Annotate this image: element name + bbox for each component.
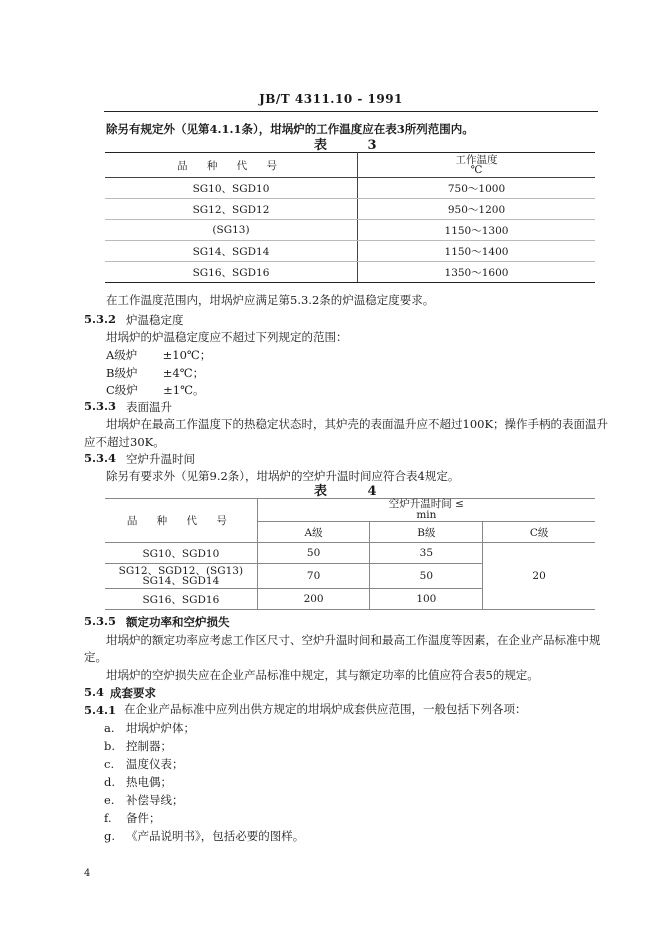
table4-subheader-c: C级	[483, 522, 595, 543]
list-item	[106, 347, 211, 363]
section-5-3-3-line1: 坩埚炉在最高工作温度下的热稳定状态时，其炉壳的表面温升应不超过100K；操作手柄的表面温升	[106, 417, 609, 431]
section-5-3-2-title: 炉温稳定度	[126, 313, 184, 327]
table4-cell-code-line1: SG12、SGD12、(SG13)	[118, 565, 244, 577]
table-row	[105, 199, 595, 220]
section-5-3-5-number: 5.3.5	[84, 614, 117, 628]
list-item	[106, 365, 204, 381]
table3-cell-temp: 750～1000	[358, 178, 596, 199]
section-5-3-4-title: 空炉升温时间	[126, 452, 195, 466]
list-item-label: f.	[104, 811, 112, 825]
grade-label: C级炉	[106, 383, 138, 397]
table-row	[105, 220, 595, 241]
list-item	[104, 828, 304, 844]
section-5-4-1-text: 在企业产品标准中应列出供方规定的坩埚炉成套供应范围，一般包括下列各项：	[124, 702, 527, 716]
table3-cell-code: SG10、SGD10	[105, 178, 358, 199]
after-table3-paragraph: 在工作温度范围内，坩埚炉应满足第5.3.2条的炉温稳定度要求。	[106, 293, 435, 307]
grade-value: ±4℃；	[162, 366, 205, 380]
table4-subheader-b: B级	[370, 522, 483, 543]
table4-cell-a: 70	[257, 564, 370, 589]
table-row	[105, 241, 595, 262]
table4-cell-b: 100	[370, 589, 483, 610]
table4-subheader-a: A级	[257, 522, 370, 543]
table4-cell-b: 50	[370, 564, 483, 589]
table-row	[105, 178, 595, 199]
list-item-text: 《产品说明书》，包括必要的图样。	[126, 829, 305, 843]
table-4	[105, 498, 595, 610]
list-item-label: a.	[104, 721, 115, 735]
section-5-3-3-title: 表面温升	[126, 400, 172, 414]
list-item-text: 补偿导线；	[126, 793, 184, 807]
grade-label: A级炉	[106, 348, 138, 362]
table3-cell-code: (SG13)	[105, 220, 358, 241]
list-item	[104, 774, 172, 790]
section-5-4-number: 5.4	[84, 685, 105, 699]
section-5-3-5-line3: 坩埚炉的空炉损失应在企业产品标准中规定，其与额定功率的比值应符合表5的规定。	[106, 668, 539, 682]
table3-header-code: 品 种 代 号	[105, 153, 358, 178]
list-item	[104, 756, 184, 772]
table3-cell-code: SG14、SGD14	[105, 241, 358, 262]
table4-cell-code-line2: SG14、SGD14	[142, 575, 220, 587]
list-item-text: 热电偶；	[126, 775, 172, 789]
table3-cell-code: SG16、SGD16	[105, 262, 358, 283]
section-5-3-5-title: 额定功率和空炉损失	[126, 615, 230, 629]
list-item-label: g.	[104, 829, 116, 843]
table4-cell-code: SG16、SGD16	[105, 589, 257, 610]
list-item-label: d.	[104, 775, 116, 789]
table4-header-group	[257, 499, 595, 522]
list-item	[104, 792, 184, 808]
table4-cell-code	[105, 564, 257, 589]
list-item-text: 控制器；	[126, 739, 172, 753]
section-5-4-1-number: 5.4.1	[84, 703, 117, 717]
grade-label: B级炉	[106, 366, 138, 380]
table3-cell-code: SG12、SGD12	[105, 199, 358, 220]
list-item-label: c.	[104, 757, 115, 771]
table3-cell-temp: 1150～1400	[358, 241, 596, 262]
grade-value: ±10℃；	[162, 348, 212, 362]
table4-cell-b: 35	[370, 543, 483, 564]
table-3	[105, 152, 595, 283]
table4-header-group-unit: min	[416, 509, 437, 521]
table4-cell-code: SG10、SGD10	[105, 543, 257, 564]
table3-header-temp	[358, 153, 596, 178]
grade-value: ±1℃。	[163, 383, 205, 397]
table3-cell-temp: 950～1200	[358, 199, 596, 220]
table4-header-code: 品 种 代 号	[105, 499, 257, 543]
section-5-3-3-line2: 应不超过30K。	[84, 435, 165, 449]
document-header-code: JB/T 4311.10 - 1991	[259, 92, 403, 106]
table3-header-temp-label: 工作温度	[455, 154, 498, 166]
table4-header-group-label: 空炉升温时间 ≤	[388, 498, 464, 510]
list-item-text: 温度仪表；	[126, 757, 184, 771]
table3-header-temp-unit: ℃	[470, 164, 483, 176]
section-5-3-5-line2: 定。	[84, 650, 107, 664]
intro-paragraph: 除另有规定外（见第4.1.1条），坩埚炉的工作温度应在表3所列范围内。	[106, 122, 474, 136]
section-5-3-4-number: 5.3.4	[84, 451, 117, 465]
section-5-3-5-line1: 坩埚炉的额定功率应考虑工作区尺寸、空炉升温时间和最高工作温度等因素，在企业产品标准中规	[106, 633, 601, 647]
table3-cell-temp: 1150～1300	[358, 220, 596, 241]
table3-cell-temp: 1350～1600	[358, 262, 596, 283]
section-5-3-3-number: 5.3.3	[84, 399, 117, 413]
section-5-4-title: 成套要求	[110, 686, 156, 700]
section-5-3-4-text: 除另有要求外（见第9.2条），坩埚炉的空炉升温时间应符合表4规定。	[106, 469, 460, 483]
table-row	[105, 543, 595, 564]
list-item	[106, 382, 204, 398]
list-item	[104, 720, 195, 736]
list-item-label: e.	[104, 793, 115, 807]
header-rule	[104, 111, 598, 112]
section-5-3-2-text: 坩埚炉的炉温稳定度应不超过下列规定的范围：	[106, 330, 348, 344]
list-item-label: b.	[104, 739, 116, 753]
section-5-3-2-number: 5.3.2	[84, 312, 117, 326]
list-item-text: 备件；	[126, 811, 161, 825]
table-row	[105, 262, 595, 283]
table4-caption: 表 4	[314, 484, 395, 499]
table3-caption: 表 3	[314, 138, 395, 153]
table4-cell-a: 50	[257, 543, 370, 564]
page-number: 4	[84, 868, 91, 879]
table4-cell-c: 20	[483, 543, 595, 610]
list-item	[104, 738, 172, 754]
list-item-text: 坩埚炉炉体；	[126, 721, 195, 735]
list-item	[104, 810, 161, 826]
table4-cell-a: 200	[257, 589, 370, 610]
